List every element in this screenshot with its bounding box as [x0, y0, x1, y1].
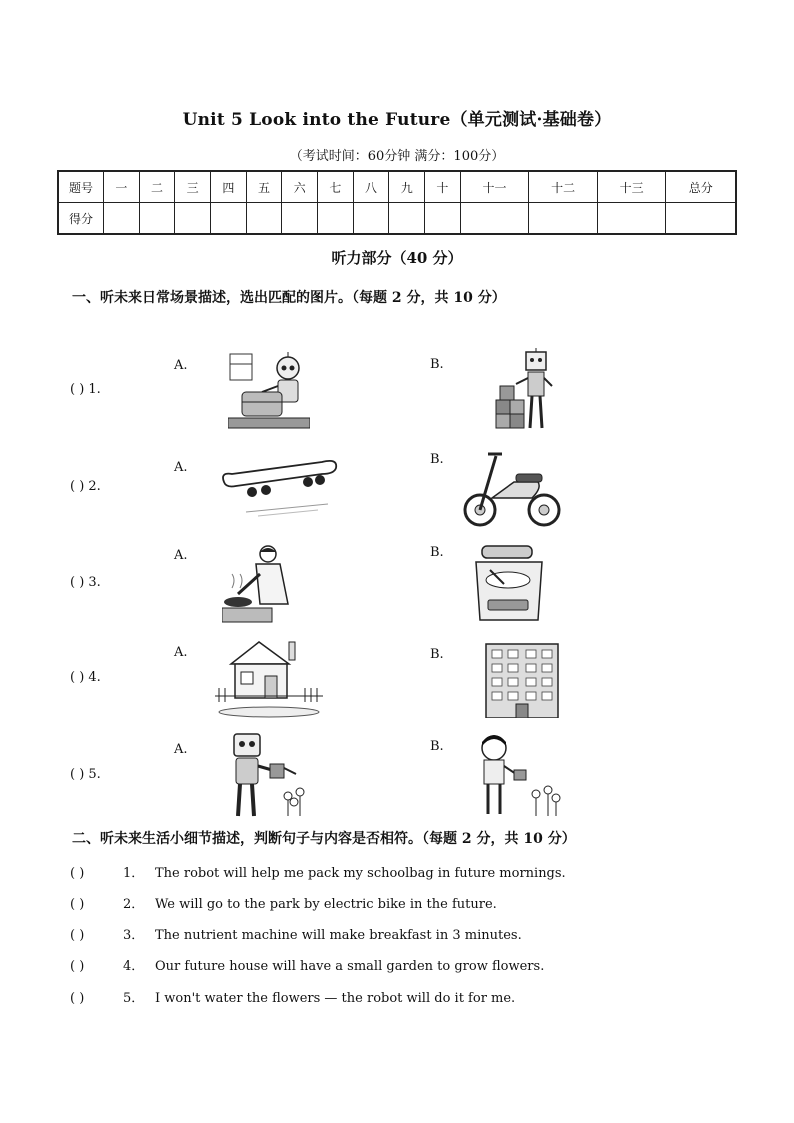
- score-input-cell[interactable]: [425, 203, 461, 235]
- score-header-cell: 十一: [460, 171, 529, 203]
- statement-text: The robot will help me pack my schoolbag in future mornings.: [155, 866, 566, 881]
- option-b-label[interactable]: B.: [430, 739, 444, 754]
- question-number[interactable]: ( ) 1.: [70, 382, 101, 397]
- item-number: 4．: [123, 959, 145, 974]
- true-false-item[interactable]: [70, 955, 544, 974]
- man-cooking-image: [222, 544, 298, 626]
- score-header-cell: 十: [425, 171, 461, 203]
- question-number[interactable]: ( ) 5.: [70, 767, 101, 782]
- score-input-cell[interactable]: [318, 203, 354, 235]
- score-header-cell: 七: [318, 171, 354, 203]
- item-number: 5．: [123, 991, 145, 1006]
- apartment-building-image: [480, 640, 564, 718]
- score-header-cell: 总分: [666, 171, 736, 203]
- robot-stacking-blocks-image: [490, 348, 556, 430]
- score-row-label: 得分: [58, 203, 104, 235]
- score-header-cell: 三: [175, 171, 211, 203]
- page-title: Unit 5 Look into the Future（单元测试·基础卷）: [182, 110, 612, 130]
- score-input-cell[interactable]: [211, 203, 247, 235]
- score-header-cell: 四: [211, 171, 247, 203]
- score-header-cell: 五: [246, 171, 282, 203]
- score-input-cell[interactable]: [353, 203, 389, 235]
- answer-blank[interactable]: ( ): [70, 928, 85, 943]
- item-number: 3．: [123, 928, 145, 943]
- score-input-cell[interactable]: [104, 203, 140, 235]
- option-a-label[interactable]: A.: [174, 548, 188, 563]
- true-false-item[interactable]: [70, 924, 522, 943]
- listening-section-title: 听力部分（40 分）: [331, 249, 463, 267]
- true-false-item[interactable]: [70, 893, 497, 912]
- question-number[interactable]: ( ) 4.: [70, 670, 101, 685]
- question-number[interactable]: ( ) 2.: [70, 479, 101, 494]
- score-table: [57, 170, 737, 235]
- question-number[interactable]: ( ) 3.: [70, 575, 101, 590]
- score-input-cell[interactable]: [139, 203, 175, 235]
- robot-packing-bag-image: [228, 350, 310, 430]
- option-a-label[interactable]: A.: [174, 460, 188, 475]
- option-b-label[interactable]: B.: [430, 452, 444, 467]
- true-false-item[interactable]: [70, 862, 566, 881]
- statement-text: We will go to the park by electric bike in the future.: [155, 897, 497, 912]
- answer-blank[interactable]: ( ): [70, 991, 85, 1006]
- true-false-item[interactable]: [70, 987, 515, 1006]
- option-a-label[interactable]: A.: [174, 358, 188, 373]
- item-number: 1．: [123, 866, 145, 881]
- part2-heading: 二、听未来生活小细节描述，判断句子与内容是否相符。（每题 2 分，共 10 分）: [72, 831, 576, 847]
- electric-bike-image: [462, 448, 562, 530]
- score-header-cell: 九: [389, 171, 425, 203]
- score-header-cell: 八: [353, 171, 389, 203]
- option-b-label[interactable]: B.: [430, 357, 444, 372]
- answer-blank[interactable]: ( ): [70, 866, 85, 881]
- food-machine-image: [472, 540, 548, 626]
- score-header-cell: 一: [104, 171, 140, 203]
- item-number: 2．: [123, 897, 145, 912]
- score-header-cell: 题号: [58, 171, 104, 203]
- score-input-cell[interactable]: [389, 203, 425, 235]
- skateboard-image: [218, 452, 342, 518]
- option-b-label[interactable]: B.: [430, 545, 444, 560]
- child-watering-flowers-image: [470, 732, 564, 818]
- score-input-cell[interactable]: [175, 203, 211, 235]
- score-header-cell: 十二: [529, 171, 598, 203]
- option-b-label[interactable]: B.: [430, 647, 444, 662]
- score-header-cell: 十三: [597, 171, 666, 203]
- score-input-cell[interactable]: [597, 203, 666, 235]
- score-input-cell[interactable]: [666, 203, 736, 235]
- score-table-header-row: [58, 171, 736, 203]
- score-header-cell: 二: [139, 171, 175, 203]
- score-table-score-row: [58, 203, 736, 235]
- score-header-cell: 六: [282, 171, 318, 203]
- score-input-cell[interactable]: [246, 203, 282, 235]
- option-a-label[interactable]: A.: [174, 645, 188, 660]
- answer-blank[interactable]: ( ): [70, 897, 85, 912]
- part1-heading: 一、听未来日常场景描述，选出匹配的图片。（每题 2 分，共 10 分）: [72, 290, 506, 306]
- option-a-label[interactable]: A.: [174, 742, 188, 757]
- score-input-cell[interactable]: [282, 203, 318, 235]
- statement-text: Our future house will have a small garden to grow flowers.: [155, 959, 545, 974]
- house-with-garden-image: [215, 638, 323, 718]
- statement-text: I won't water the flowers — the robot will do it for me.: [155, 991, 516, 1006]
- exam-info: （考试时间：60分钟 满分：100分）: [289, 149, 505, 164]
- score-input-cell[interactable]: [460, 203, 529, 235]
- robot-watering-flowers-image: [222, 730, 310, 818]
- answer-blank[interactable]: ( ): [70, 959, 85, 974]
- score-input-cell[interactable]: [529, 203, 598, 235]
- statement-text: The nutrient machine will make breakfast in 3 minutes.: [155, 928, 522, 943]
